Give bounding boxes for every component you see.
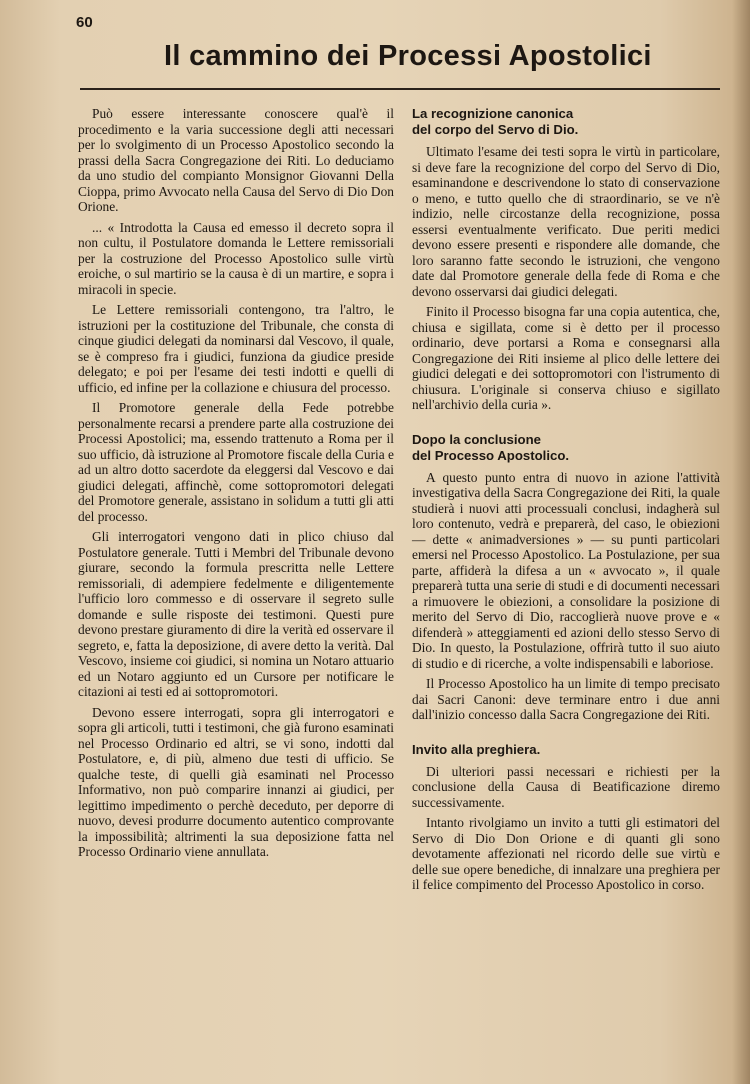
section-heading-recognizione — [412, 106, 720, 138]
title-rule — [80, 88, 720, 90]
paragraph-finito: Finito il Processo bisogna far una copia autentica, che, chiusa e sigillata, come si è detto per il processo ordinario, deve portarsi a Roma e consegnarsi alla Congregazione dei Riti insieme al plico delle lettere dei giudici delegati e dei sottopromotori con l'istrumento di chiusura. L'originale si conserva chiuso e sigillato nell'archivio della curia ». — [412, 304, 720, 412]
paragraph-testimoni: Devono essere interrogati, sopra gli interrogatori e sopra gli articoli, tutti i testimoni, che già furono esaminati nel Processo Ordinario ed altri, se vi sono, indotti dal Postulatore, e, di più, almeno due testi di ufficio. Se qualche teste, di quelli già esaminati nel Processo Informativo, non può comparire innanzi ai giudici, per legittimo impedimento o perchè deceduto, per deporre di nuovo, devesi produrre documento autentico comprovante la impossibilità; altrimenti la sua deposizione fatta nel Processo Ordinario viene annullata. — [78, 704, 394, 859]
section-spacer — [412, 418, 720, 432]
paragraph-lettere: Le Lettere remissoriali contengono, tra l'altro, le istruzioni per la costituzione del Tribunale, che consta di cinque giudici delegati da nominarsi dal Vescovo, il quale, se è compreso fra i giudici, funziona da giudice preside delegato; e poi per l'esame dei testi indotti e quelli di ufficio, ed infine per la collazione e chiusura del processo. — [78, 302, 394, 395]
section-heading-conclusione — [412, 432, 720, 464]
paragraph-limite-tempo: Il Processo Apostolico ha un limite di tempo precisato dai Sacri Canoni: deve terminare entro i due anni dall'inizio concesso dalla Sacra Congregazione dei Riti. — [412, 676, 720, 722]
page-number: 60 — [76, 14, 93, 31]
left-column — [78, 106, 394, 865]
paragraph-invito: Intanto rivolgiamo un invito a tutti gli estimatori del Servo di Dio Don Orione e di quanti gli sono devotamente affezionati nel ricordo delle sue virtù e delle sue opere benediche, di innalzare una preghiera per il felice compimento del Processo Apostolico in corso. — [412, 815, 720, 892]
heading-line: del Processo Apostolico. — [412, 447, 570, 463]
paragraph-interrogatori: Gli interrogatori vengono dati in plico chiuso dal Postulatore generale. Tutti i Membri del Tribunale devono giurare, secondo la formula prescritta nelle Lettere remissoriali, di adempiere fedelmente e diligentemente l'ufficio loro commesso e di osservare il segreto sulle domande e sulle risposte dei testimoni. Questi pure devono prestare giuramento di dire la verità ed osservare il segreto, e, fatta la deposizione, di avere detto la verità. Dal Vescovo, insieme coi giudici, si nomina un Notaro attuario ed un Notaro aggiunto ed un Cursore per notificare le citazioni ai testi ed ai sottopromotori. — [78, 529, 394, 699]
paragraph-intro: Può essere interessante conoscere qual'è il procedimento e la varia successione degli atti necessari per lo svolgimento di un Processo Apostolico secondo la prassi della Sacra Congregazione dei Riti. Lo deduciamo da uno studio del compianto Monsignor Giovanni Della Cioppa, primo Avvocato nella Causa del Servo di Dio Don Orione. — [78, 106, 394, 214]
section-heading-preghiera: Invito alla preghiera. — [412, 741, 541, 757]
heading-line: La recognizione canonica — [412, 106, 574, 121]
paragraph-a-questo-punto: A questo punto entra di nuovo in azione l'attività investigativa della Sacra Congregazione dei Riti, la quale studierà i nuovi atti processuali conclusi, indagherà sul loro contenuto, vedrà e preparerà, del caso, le obiezioni — dette « animadversiones » — su punti particolari emersi nel Processo Apostolico. La Postulazione, per sua parte, affiderà la difesa a un « avvocato », il quale preparerà tutta una serie di studi e di documenti necessari a rimuovere le obiezioni, a consolidare la posizione di merito del Servo di Dio, raccoglierà nuove prove e « difenderà » atteggiamenti ed azioni dello stesso Servo di Dio. In questo, la Postulazione, offrirà tutto il suo aiuto di studio e di ricerche, a volte indispensabili e laboriose. — [412, 469, 720, 671]
paragraph-ulteriori-passi: Di ulteriori passi necessari e richiesti per la conclusione della Causa di Beatificazione diremo successivamente. — [412, 763, 720, 810]
page-edge-shadow — [732, 0, 750, 1084]
heading-line: Dopo la conclusione — [412, 431, 541, 447]
heading-line: del corpo del Servo di Dio. — [412, 122, 579, 137]
paragraph-promotore: Il Promotore generale della Fede potrebbe personalmente recarsi a prendere parte alla costruzione dei Processi Apostolici; ma, essendo trattenuto a Roma per il suo ufficio, dà istruzione al Promotore fiscale della Curia e ad un altro dotto sacerdote da eleggersi dal Vescovo e dai giudici delegati, affinchè, come sottopromotori delegati del Promotore generale, assistano in solidum a tutti gli atti del processo. — [78, 400, 394, 524]
paragraph-quote-start: ... « Introdotta la Causa ed emesso il decreto sopra il non cultu, il Postulatore domanda le Lettere remissoriali per la costruzione del Processo Apostolico sulle virtù eroiche, o sul martirio se la causa è di un martire, e sopra i miracoli in specie. — [78, 219, 394, 297]
right-column — [412, 106, 720, 898]
paragraph-ultimato: Ultimato l'esame dei testi sopra le virtù in particolare, si deve fare la recognizione del corpo del Servo di Dio, esaminandone e descrivendone lo stato di conservazione o meno, e tutto quello che di straordinario, se ve n'è indizio, nelle circostanze della recognizione, possa essersi eventualmente verificato. Due periti medici devono essere presenti e rispondere alle domande, che loro saranno fatte secondo le istruzioni, che vengono date dal Promotore generale della fede di Roma e che devono osservarsi dai giudici delegati. — [412, 144, 720, 299]
article-title: Il cammino dei Processi Apostolici — [164, 40, 652, 72]
section-spacer — [412, 728, 720, 742]
